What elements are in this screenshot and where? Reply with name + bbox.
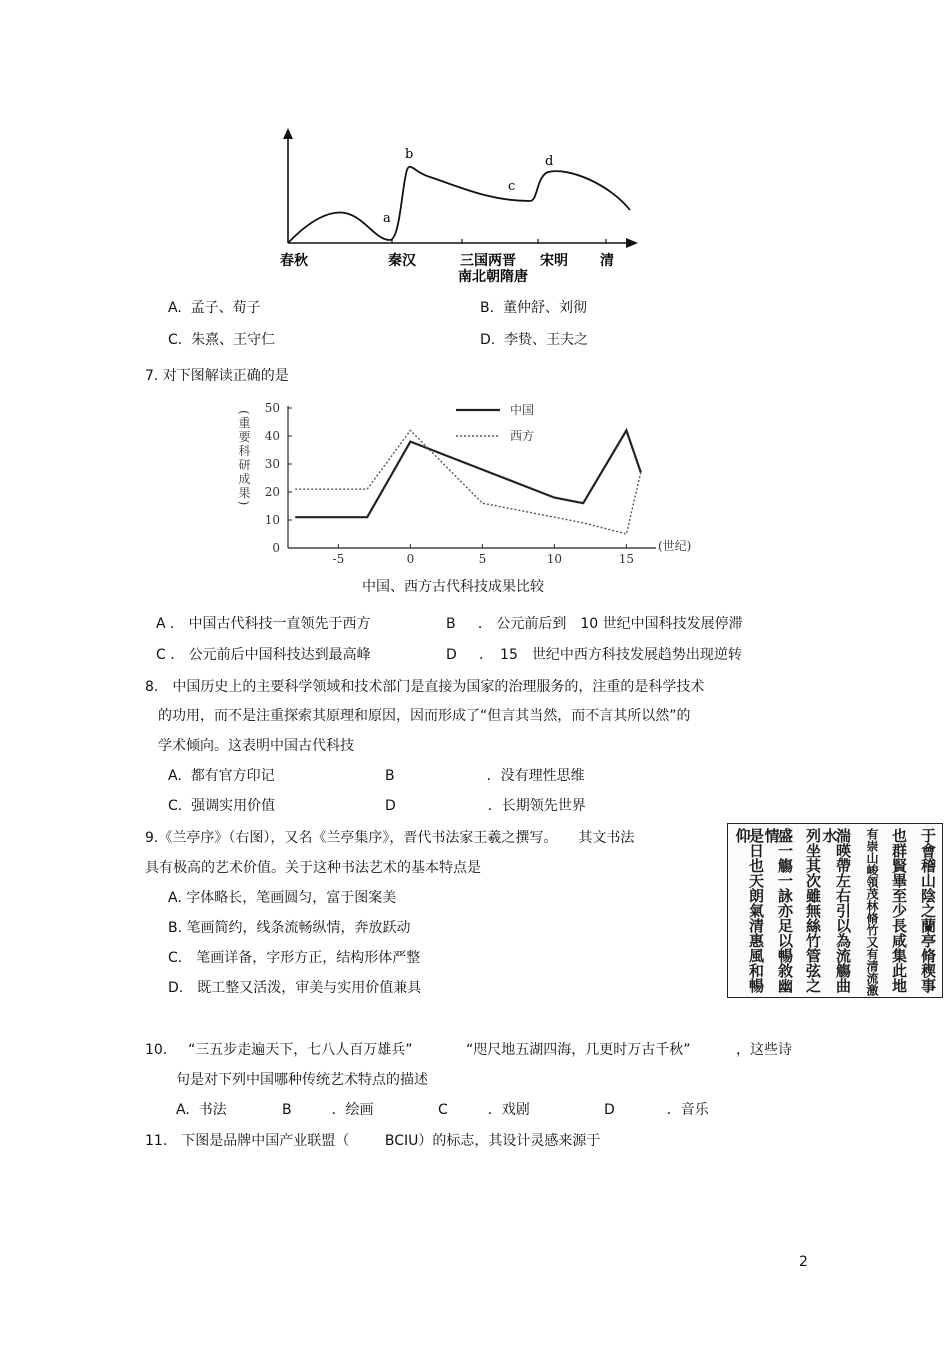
q10-option-d[interactable]: D ．音乐 — [604, 1102, 709, 1118]
q11-stem: 11. 下图是品牌中国产业联盟（ BCIU）的标志，其设计灵感来源于 — [145, 1133, 601, 1149]
q10-stem-tail: ，这些诗 — [736, 1042, 792, 1058]
q8-stem-line2: 的功用，而不是注重探索其原理和原因，因而形成了“但言其当然，而不言其所以然”的 — [158, 708, 691, 724]
calligraphy-column-1: 于會稽山陰之蘭亭脩稧事 — [919, 828, 937, 993]
calligraphy-column-3: 有崇山峻領茂林脩竹又有清流激 — [865, 828, 879, 996]
x-label-chunqiu: 春秋 — [280, 253, 308, 269]
q10-option-c[interactable]: C ．戏剧 — [438, 1102, 530, 1118]
point-label-a: a — [383, 211, 391, 226]
legend-label: 西方 — [510, 429, 535, 443]
q7-option-a[interactable]: A ． 中国古代科技一直领先于西方 — [156, 616, 371, 632]
q8-option-c[interactable]: C. 强调实用价值 — [168, 798, 276, 814]
calligraphy-column-6: 盛一觴一詠亦足以暢敘幽情 — [762, 828, 794, 993]
x-label-qing: 清 — [600, 253, 614, 269]
x-tick-label: 15 — [618, 552, 635, 566]
q9-option-a[interactable]: A. 字体略长，笔画圆匀，富于图案美 — [168, 890, 397, 906]
y-tick-label: 0 — [272, 541, 280, 555]
series-line-china — [295, 430, 641, 517]
calligraphy-column-2: 也群賢畢至少長咸集此地 — [890, 828, 908, 993]
x-tick-label: 10 — [546, 552, 563, 566]
x-label-songming: 宋明 — [540, 253, 568, 269]
q9-stem-line1: 9.《兰亭序》（右图），又名《兰亭集序》，晋代书法家王羲之撰写。 其文书法 — [145, 830, 635, 846]
q9-option-d[interactable]: D. 既工整又活泼，审美与实用价值兼具 — [168, 980, 422, 996]
q10-quote-2: “咫尺地五湖四海，几更时万古千秋” — [466, 1042, 691, 1058]
y-tick-label: 10 — [264, 513, 280, 527]
q6-option-b[interactable]: B. 董仲舒、刘彻 — [480, 300, 587, 316]
q8-stem-line1: 8. 中国历史上的主要科学领域和技术部门是直接为国家的治理服务的，注重的是科学技术 — [145, 679, 705, 695]
y-tick-label: 30 — [264, 457, 280, 471]
x-axis-arrow — [626, 238, 638, 248]
x-tick-label: 5 — [478, 552, 487, 566]
q7-option-d[interactable]: D ． 15 世纪中西方科技发展趋势出现逆转 — [446, 647, 742, 663]
q8-stem-line3: 学术倾向。这表明中国古代科技 — [158, 738, 354, 754]
y-tick-label: 40 — [264, 429, 280, 443]
y-axis-label: (重要科研成果) — [237, 410, 251, 508]
point-label-b: b — [405, 147, 414, 162]
calligraphy-column-7: 是日也天朗氣清惠風和暢仰 — [733, 828, 765, 993]
q10-option-b[interactable]: B ．绘画 — [282, 1102, 374, 1118]
x-label-qinhan: 秦汉 — [388, 253, 416, 269]
x-tick-label: -5 — [332, 552, 345, 566]
calligraphy-column-5: 列坐其次雖無絲竹管弦之 — [804, 828, 822, 993]
q9-option-b[interactable]: B. 笔画简约，线条流畅纵情，奔放跃动 — [168, 920, 411, 936]
q7-stem: 7. 对下图解读正确的是 — [145, 368, 289, 384]
q10-option-a[interactable]: A. 书法 — [176, 1102, 227, 1118]
q8-option-d[interactable]: D ．长期领先世界 — [385, 798, 586, 814]
chart-caption: 中国、西方古代科技成果比较 — [362, 579, 544, 595]
lantingxu-calligraphy-image — [727, 823, 943, 998]
y-tick-label: 20 — [264, 485, 280, 499]
x-tick-label: 0 — [406, 552, 415, 566]
q10-number: 10. — [145, 1042, 168, 1058]
q8-option-b[interactable]: B ．没有理性思维 — [385, 768, 585, 784]
page-number: 2 — [799, 1254, 808, 1270]
q9-stem-line2: 具有极高的艺术价值。关于这种书法艺术的基本特点是 — [145, 860, 481, 876]
q6-option-a[interactable]: A. 孟子、荀子 — [168, 300, 261, 316]
x-axis-label: (世纪) — [658, 539, 692, 553]
x-label-sanguo: 三国两晋 — [460, 253, 516, 269]
sci-tech-chart — [228, 396, 720, 568]
philosophy-curve — [288, 167, 630, 243]
q6-option-c[interactable]: C. 朱熹、王守仁 — [168, 332, 276, 348]
point-label-d: d — [545, 154, 554, 169]
legend-label: 中国 — [510, 403, 535, 417]
philosophy-curve-chart — [270, 125, 650, 285]
q9-option-c[interactable]: C. 笔画详备，字形方正，结构形体严整 — [168, 950, 421, 966]
q10-stem-line2: 句是对下列中国哪种传统艺术特点的描述 — [176, 1072, 428, 1088]
q6-option-d[interactable]: D. 李贽、王夫之 — [480, 332, 589, 348]
q8-option-a[interactable]: A. 都有官方印记 — [168, 768, 275, 784]
y-axis-arrow — [283, 128, 293, 139]
q7-option-c[interactable]: C ． 公元前后中国科技达到最高峰 — [156, 647, 371, 663]
q10-quote-1: “三五步走遍天下，七八人百万雄兵” — [188, 1042, 413, 1058]
x-label-nanbeichao: 南北朝隋唐 — [458, 269, 528, 285]
point-label-c: c — [508, 179, 516, 194]
series-line-west — [295, 430, 641, 534]
q7-option-b[interactable]: B ． 公元前后到 10 世纪中国科技发展停滞 — [446, 616, 743, 632]
y-tick-label: 50 — [264, 401, 280, 415]
calligraphy-column-4: 湍暎帶左右引以為流觴曲水 — [820, 828, 852, 993]
